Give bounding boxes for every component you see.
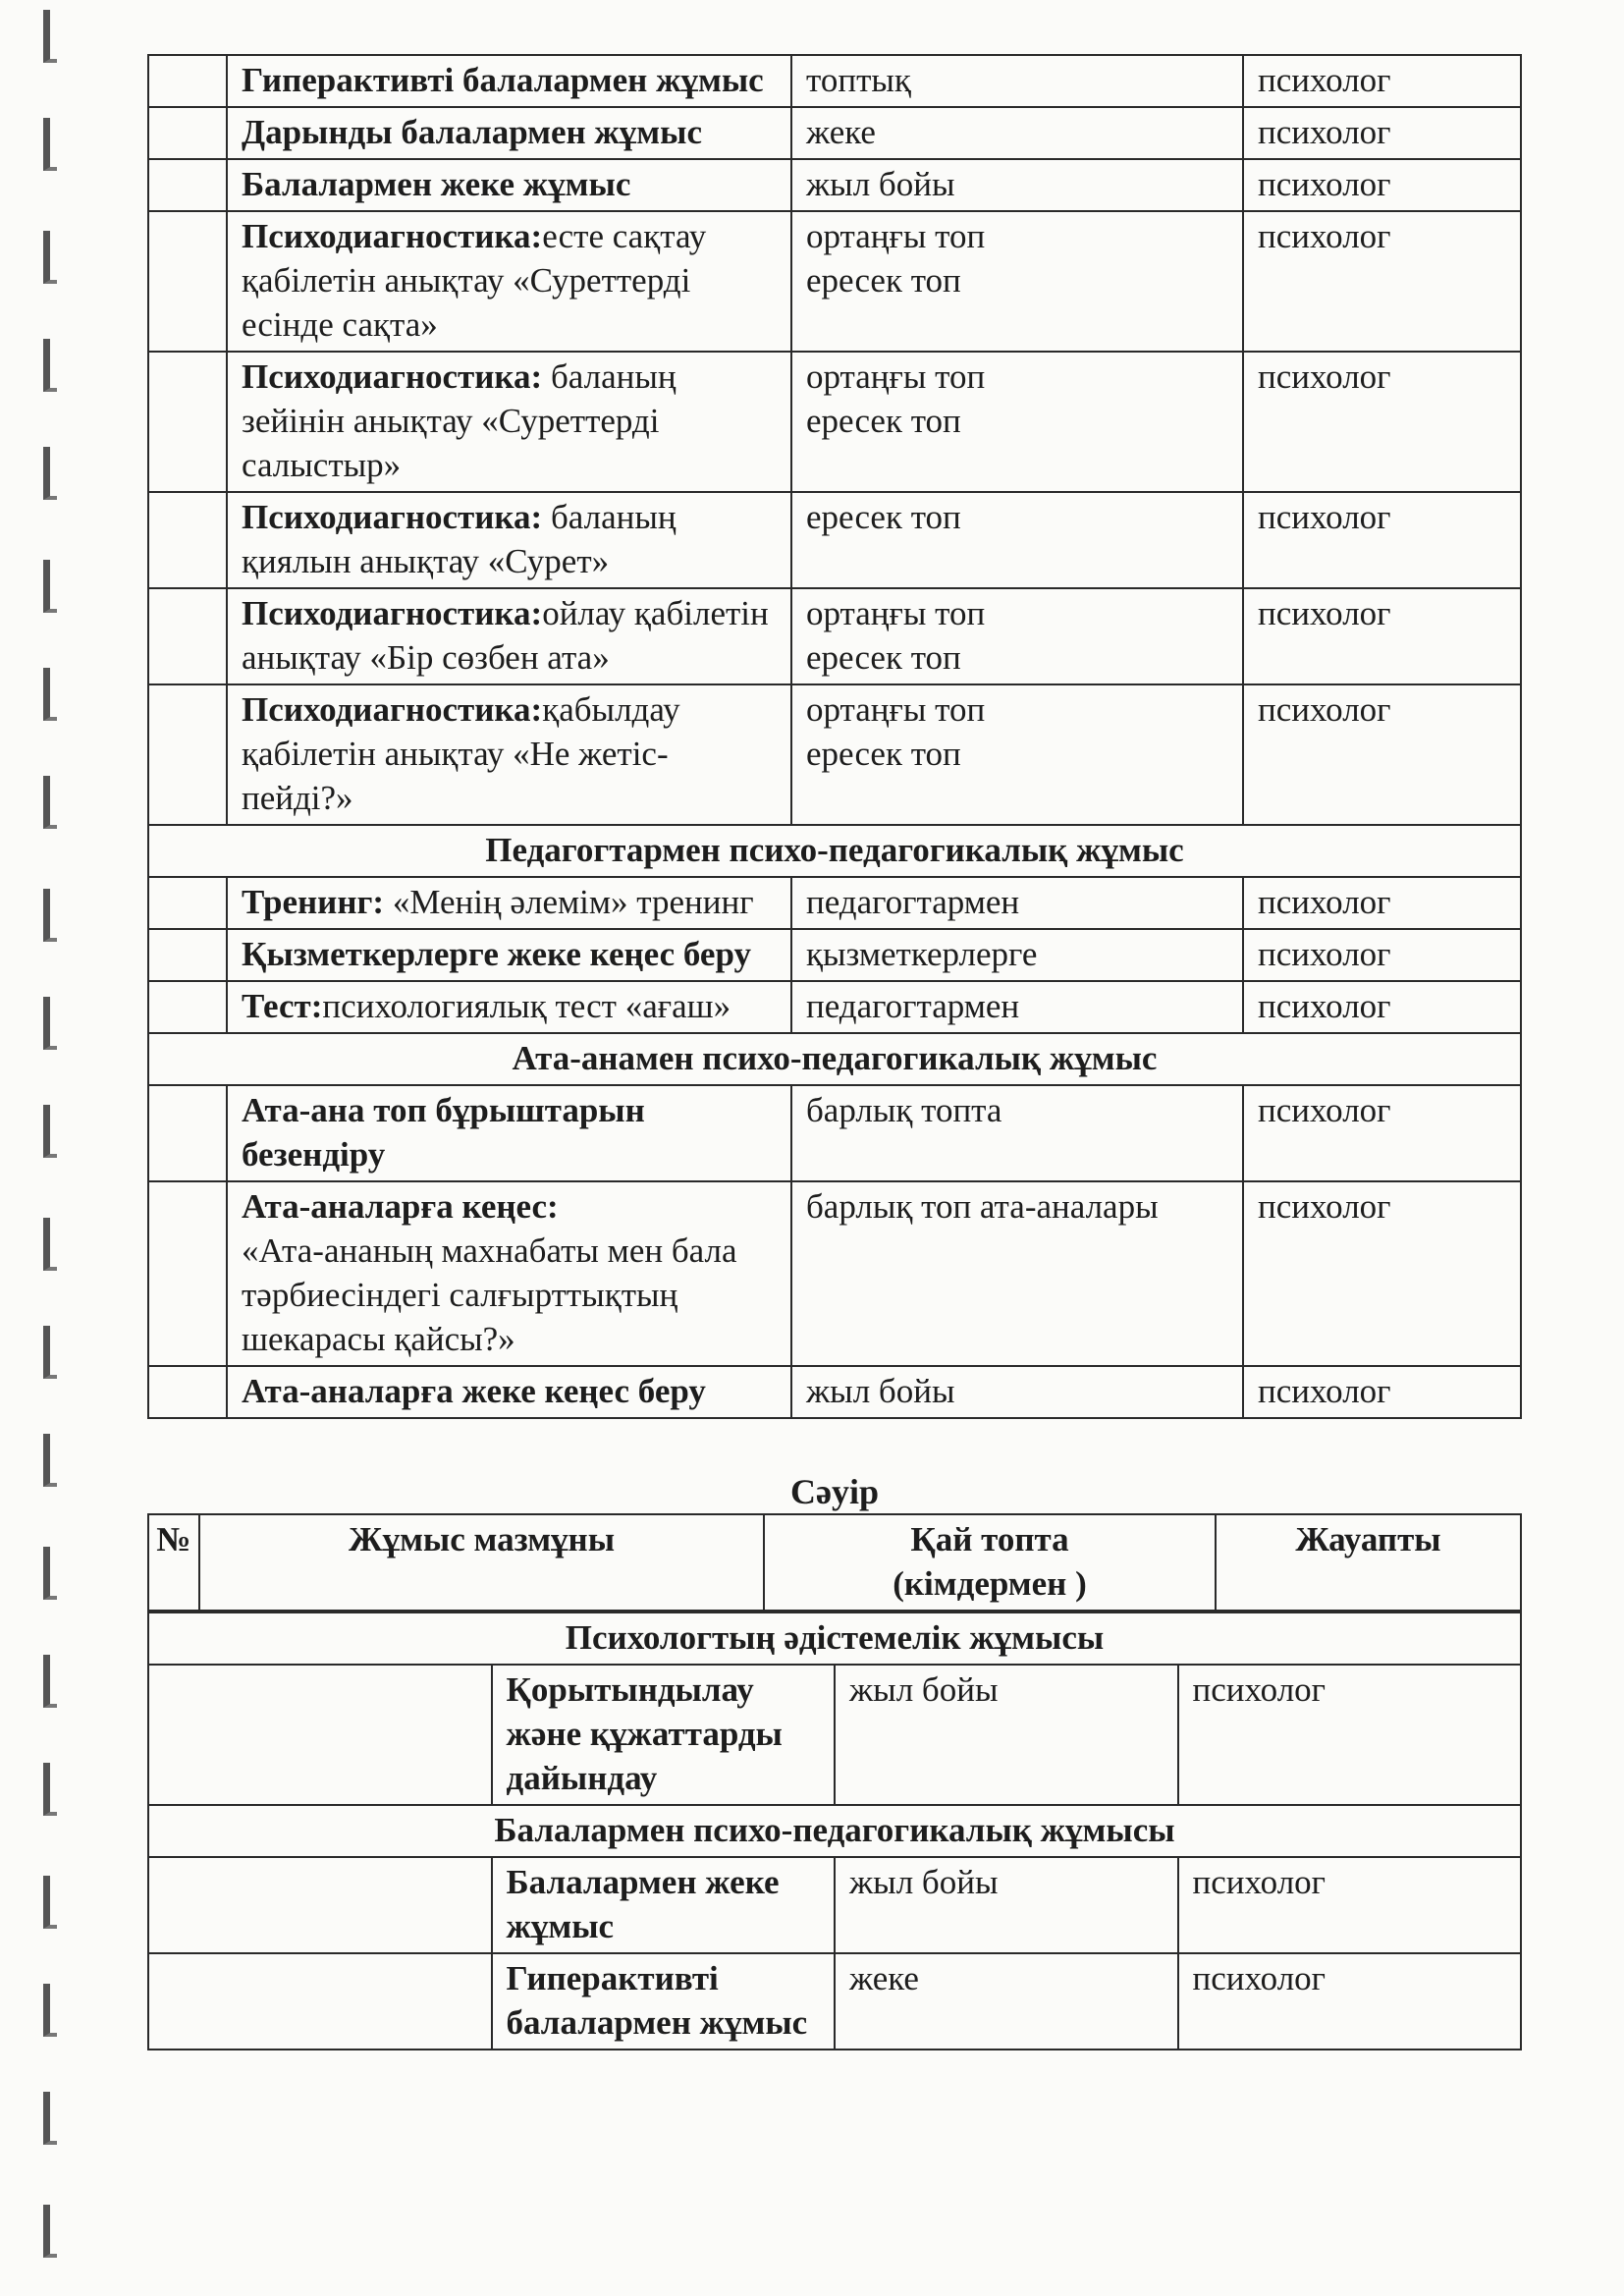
row-number-cell (148, 55, 227, 107)
plan-table-1 (147, 54, 1522, 1419)
responsible-cell: психолог (1243, 684, 1521, 825)
work-title: Қызметкерлерге жеке кеңес беру (242, 935, 751, 973)
group-cell: ересек топ (791, 492, 1243, 588)
responsible-cell: психолог (1243, 1085, 1521, 1181)
plan-table-2-header (147, 1513, 1522, 1612)
table-row (148, 1366, 1521, 1418)
responsible-cell: психолог (1243, 981, 1521, 1033)
responsible-cell: психолог (1178, 1953, 1522, 2050)
group-cell: педагогтармен (791, 877, 1243, 929)
responsible-cell: психолог (1178, 1665, 1522, 1805)
work-content-cell (227, 1181, 791, 1366)
work-title: Тренинг: (242, 883, 385, 921)
responsible-cell: психолог (1243, 492, 1521, 588)
group-cell: жыл бойы (835, 1857, 1178, 1953)
row-number-cell (148, 1085, 227, 1181)
row-number-cell (148, 684, 227, 825)
responsible-cell: психолог (1243, 1181, 1521, 1366)
section-row (148, 1033, 1521, 1085)
group-cell: қызметкерлерге (791, 929, 1243, 981)
work-content-cell (227, 1085, 791, 1181)
work-content-cell (227, 55, 791, 107)
section-heading-teachers: Педагогтармен психо-педагогикалық жұмыс (148, 825, 1521, 877)
group-cell: жеке (791, 107, 1243, 159)
row-number-cell (148, 492, 227, 588)
section-heading-children: Балалармен психо-педагогикалық жұмысы (148, 1805, 1521, 1857)
responsible-cell: психолог (1243, 107, 1521, 159)
work-description: психологиялық тест «ағаш» (322, 987, 731, 1025)
section-row (148, 825, 1521, 877)
work-description: қабылдау қабілетін анықтау «Не жетіс-пейді?» (242, 690, 680, 817)
responsible-cell: психолог (1243, 352, 1521, 492)
group-cell: ортаңғы топ ересек топ (791, 211, 1243, 352)
work-content-cell (227, 981, 791, 1033)
section-heading-parents: Ата-анамен психо-педагогикалық жұмыс (148, 1033, 1521, 1085)
work-title: Балалармен жеке жұмыс (506, 1863, 780, 1945)
work-content-cell (227, 1366, 791, 1418)
row-number-cell (148, 588, 227, 684)
responsible-cell: психолог (1243, 1366, 1521, 1418)
work-title: Тест: (242, 987, 323, 1025)
work-content-cell (227, 588, 791, 684)
table-row (148, 1857, 1521, 1953)
work-content-cell (227, 211, 791, 352)
row-number-cell (148, 352, 227, 492)
group-cell: топтық (791, 55, 1243, 107)
group-cell: жыл бойы (791, 1366, 1243, 1418)
responsible-cell: психолог (1178, 1857, 1522, 1953)
group-cell: ортаңғы топ ересек топ (791, 352, 1243, 492)
table-row (148, 1953, 1521, 2050)
group-cell: жыл бойы (835, 1665, 1178, 1805)
work-description: «Ата-ананың махнабаты мен бала тәрбиесіндегі салғырттықтың шекарасы қайсы?» (242, 1231, 737, 1358)
work-title: Психодиагностика: (242, 594, 543, 632)
section-row (148, 1805, 1521, 1857)
work-description: есте сақтау қабілетін анықтау «Суреттерді есінде сақта» (242, 217, 707, 344)
responsible-cell: психолог (1243, 159, 1521, 211)
work-content-cell (492, 1953, 836, 2050)
header-content: Жұмыс мазмұны (199, 1514, 764, 1611)
work-content-cell (227, 107, 791, 159)
section-row (148, 1613, 1521, 1665)
group-cell: ортаңғы топ ересек топ (791, 588, 1243, 684)
work-content-cell (227, 492, 791, 588)
spiral-binding (37, 0, 77, 2296)
section-heading-method: Психологтың әдістемелік жұмысы (148, 1613, 1521, 1665)
responsible-cell: психолог (1243, 929, 1521, 981)
table-row (148, 1181, 1521, 1366)
work-title: Ата-ана топ бұрыштарын безендіру (242, 1091, 645, 1174)
work-content-cell (227, 159, 791, 211)
row-number-cell (148, 1181, 227, 1366)
month-title: Сәуір (790, 1472, 879, 1511)
table-row (148, 107, 1521, 159)
responsible-cell: психолог (1243, 211, 1521, 352)
work-content-cell (227, 684, 791, 825)
work-title: Гиперактивті балалармен жұмыс (506, 1959, 808, 2042)
row-number-cell (148, 211, 227, 352)
header-responsible: Жауапты (1216, 1514, 1521, 1611)
table-row (148, 352, 1521, 492)
work-title: Психодиагностика: (242, 498, 543, 536)
work-title: Қорытындылау және құжаттарды дайындау (506, 1670, 783, 1797)
group-cell: ортаңғы топ ересек топ (791, 684, 1243, 825)
row-number-cell (148, 1366, 227, 1418)
group-cell: барлық топта (791, 1085, 1243, 1181)
header-group: Қай топта (кімдермен ) (764, 1514, 1216, 1611)
group-cell: жеке (835, 1953, 1178, 2050)
work-title: Балалармен жеке жұмыс (242, 165, 631, 203)
row-number-cell (148, 981, 227, 1033)
row-number-cell (148, 929, 227, 981)
responsible-cell: психолог (1243, 877, 1521, 929)
table-row (148, 684, 1521, 825)
work-content-cell (227, 352, 791, 492)
table-row (148, 492, 1521, 588)
work-title: Психодиагностика: (242, 217, 543, 255)
work-title: Ата-аналарға жеке кеңес беру (242, 1372, 706, 1410)
group-cell: педагогтармен (791, 981, 1243, 1033)
table-row (148, 55, 1521, 107)
work-content-cell (492, 1857, 836, 1953)
row-number-cell (148, 1953, 492, 2050)
work-title: Дарынды балалармен жұмыс (242, 113, 703, 151)
group-cell: жыл бойы (791, 159, 1243, 211)
row-number-cell (148, 1665, 492, 1805)
table-row (148, 877, 1521, 929)
responsible-cell: психолог (1243, 55, 1521, 107)
table-row (148, 211, 1521, 352)
table-row (148, 929, 1521, 981)
work-title: Ата-аналарға кеңес: (242, 1187, 559, 1226)
row-number-cell (148, 1857, 492, 1953)
responsible-cell: психолог (1243, 588, 1521, 684)
work-description: ойлау қабілетін анықтау «Бір сөзбен ата» (242, 594, 769, 677)
work-content-cell (227, 877, 791, 929)
work-description: «Менің әлемім» тренинг (384, 883, 754, 921)
work-content-cell (492, 1665, 836, 1805)
work-description: баланың зейінін анықтау «Суреттерді салыстыр» (242, 357, 677, 484)
table-row (148, 588, 1521, 684)
work-content-cell (227, 929, 791, 981)
document-page (147, 54, 1522, 2050)
group-cell: барлық топ ата-аналары (791, 1181, 1243, 1366)
header-num: № (148, 1514, 199, 1611)
table-row (148, 1085, 1521, 1181)
plan-table-2 (147, 1612, 1522, 2050)
table-row (148, 1665, 1521, 1805)
work-description: баланың қиялын анықтау «Сурет» (242, 498, 677, 580)
row-number-cell (148, 159, 227, 211)
work-title: Психодиагностика: (242, 357, 543, 396)
work-title: Гиперактивті балалармен жұмыс (242, 61, 764, 99)
table-row (148, 981, 1521, 1033)
work-title: Психодиагностика: (242, 690, 543, 729)
table-row (148, 159, 1521, 211)
row-number-cell (148, 107, 227, 159)
row-number-cell (148, 877, 227, 929)
